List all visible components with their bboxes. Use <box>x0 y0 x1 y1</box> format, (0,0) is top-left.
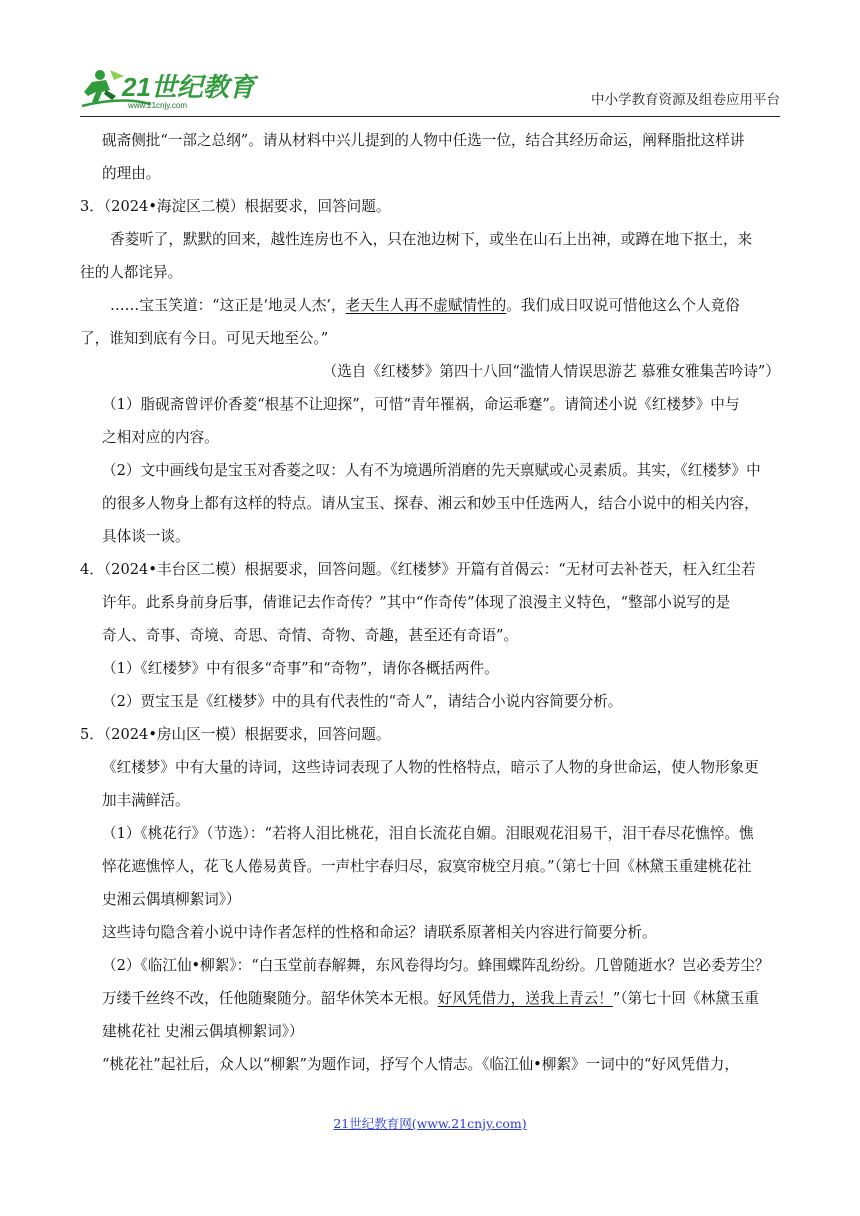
text-line: “桃花社”起社后，众人以“柳絮”为题作词，抒写个人情志。《临江仙•柳絮》一词中的“好风凭借力， <box>102 1056 739 1073</box>
question-5-heading: 5．（2024•房山区一模）根据要求，回答问题。 <box>80 726 391 743</box>
text-line: 的理由。 <box>102 165 161 182</box>
document-body <box>80 124 780 1081</box>
platform-name: 中小学教育资源及组卷应用平台 <box>591 92 780 108</box>
underlined-sentence: 老天生人再不虚赋情性的 <box>345 297 507 314</box>
text-line: 具体谈一谈。 <box>102 528 190 545</box>
page-header <box>80 66 780 114</box>
text-line: 了，谁知到底有今日。可见天地至公。” <box>80 330 329 347</box>
question-5-2: （2）《临江仙•柳絮》：“白玉堂前春解舞，东风卷得均匀。蜂围蝶阵乱纷纷。几曾随逝水？岂必委芳尘？ <box>102 957 770 974</box>
question-4-2: （2）贾宝玉是《红楼梦》中的具有代表性的“奇人”，请结合小说内容简要分析。 <box>102 693 623 710</box>
text-line: 香菱听了，默默的回来，越性连房也不入，只在池边树下，或坐在山石上出神，或蹲在地下抠土，来 <box>110 231 753 248</box>
text-segment: ”（第七十回《林黛玉重 <box>612 990 759 1007</box>
text-line: 建桃花社 史湘云偶填柳絮词》） <box>102 1023 304 1040</box>
text-segment: 万缕千丝终不改，任他随聚随分。韶华休笑本无根。 <box>102 990 438 1007</box>
text-line: 的很多人物身上都有这样的特点。请从宝玉、探春、湘云和妙玉中任选两人，结合小说中的相关内容， <box>102 495 759 512</box>
text-line: 《红楼梦》中有大量的诗词，这些诗词表现了人物的性格特点，暗示了人物的身世命运，使人物形象更 <box>102 759 759 776</box>
text-line: 史湘云偶填柳絮词》） <box>102 891 241 908</box>
text-line <box>80 289 780 322</box>
text-line: 奇人、奇事、奇境、奇思、奇情、奇物、奇趣，甚至还有奇语”。 <box>102 627 519 644</box>
underlined-sentence: 好风凭借力，送我上青云！ <box>437 990 613 1007</box>
text-line: 往的人都诧异。 <box>80 264 183 281</box>
source-citation: （选自《红楼梦》第四十八回“滥情人情误思游艺 慕雅女雅集苦吟诗”） <box>322 363 780 380</box>
question-4-heading: 4．（2024•丰台区二模）根据要求，回答问题。《红楼梦》开篇有首偈云：“无材可去补苍天，枉入红尘若 <box>80 561 756 578</box>
text-line: 悴花遮憔悴人，花飞人倦易黄昏。一声杜宇春归尽，寂寞帘栊空月痕。”（第七十回《林黛玉重建桃花社 <box>102 858 752 875</box>
footer-link[interactable]: 21世纪教育网(www.21cnjy.com) <box>333 1116 527 1131</box>
question-3-2: （2）文中画线句是宝玉对香菱之叹：人有不为境遇所消磨的先天禀赋或心灵素质。其实，《红楼梦》中 <box>102 462 761 479</box>
site-logo <box>80 66 260 112</box>
logo-url: www.21cnjy.com <box>128 101 187 110</box>
question-3-1: （1）脂砚斋曾评价香菱“根基不让迎探”，可惜“青年罹祸，命运乖蹇”。请简述小说《红楼梦》中与 <box>102 396 740 413</box>
text-line <box>80 982 780 1015</box>
question-3-heading: 3．（2024•海淀区二模）根据要求，回答问题。 <box>80 198 391 215</box>
question-5-1: （1）《桃花行》（节选）：“若将人泪比桃花，泪自长流花自媚。泪眼观花泪易干，泪干春尽花憔悴。憔 <box>102 825 754 842</box>
text-segment: ……宝玉笑道：“这正是‘地灵人杰’， <box>110 297 346 314</box>
text-line: 砚斋侧批“一部之总纲”。请从材料中兴儿提到的人物中任选一位，结合其经历命运，阐释脂批这样讲 <box>102 132 745 149</box>
header-divider <box>80 116 780 117</box>
text-segment: 。我们成日叹说可惜他这么个人竟俗 <box>506 297 740 314</box>
text-line: 之相对应的内容。 <box>102 429 219 446</box>
text-line: 加丰满鲜活。 <box>102 792 190 809</box>
text-line: 许年。此系身前身后事，倩谁记去作奇传？”其中“作奇传”体现了浪漫主义特色，“整部小说写的是 <box>102 594 731 611</box>
logo-text: 21世纪教育 <box>122 72 255 102</box>
text-line: 这些诗句隐含着小说中诗作者怎样的性格和命运？请联系原著相关内容进行简要分析。 <box>102 924 657 941</box>
page-footer <box>0 1114 860 1132</box>
question-4-1: （1）《红楼梦》中有很多“奇事”和“奇物”，请你各概括两件。 <box>102 660 499 677</box>
